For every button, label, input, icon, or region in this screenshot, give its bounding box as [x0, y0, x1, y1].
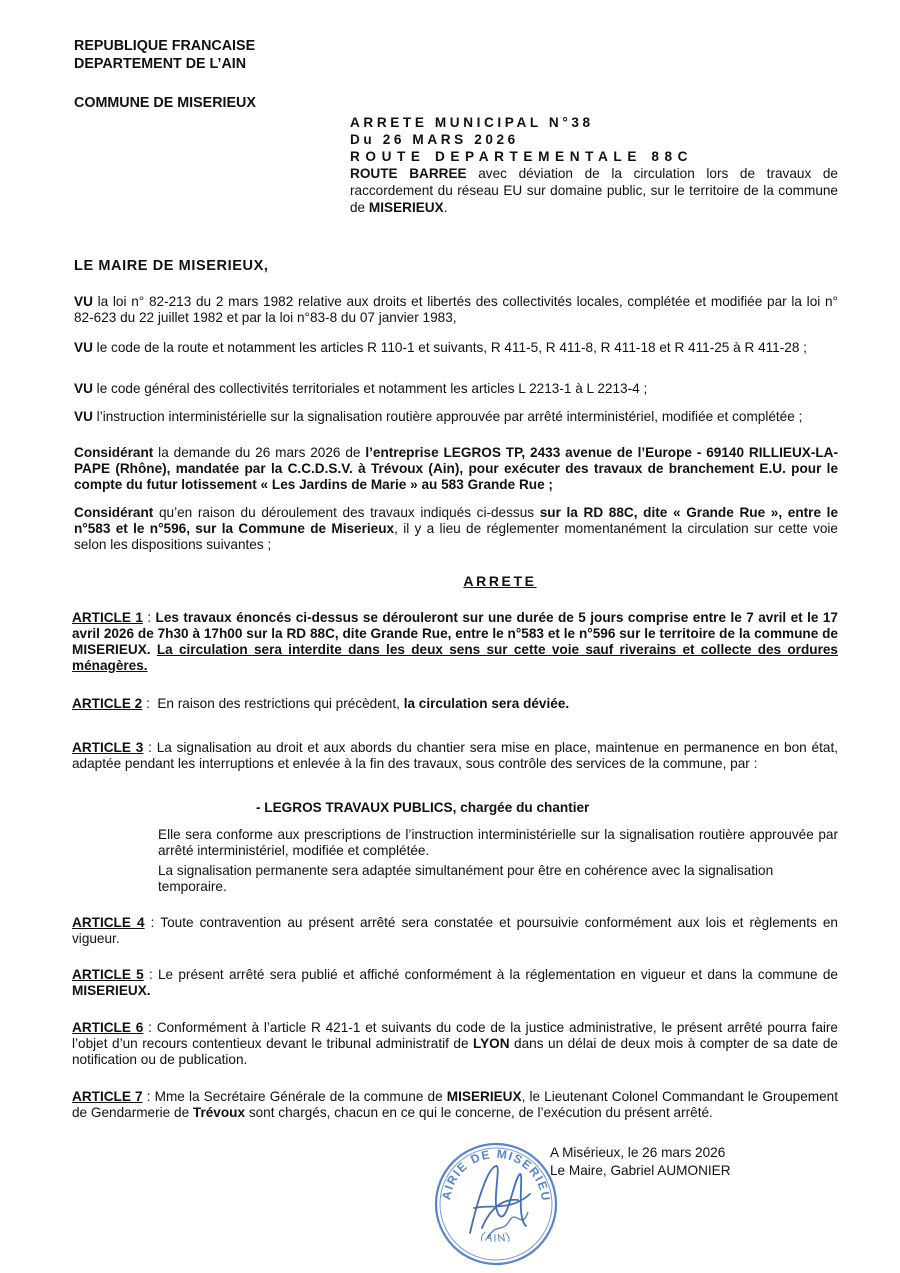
vu-text: l’instruction interministérielle sur la signalisation routière approuvée par arrêté interministériel, modifiée et complétée ; — [92, 409, 803, 424]
article-5-label: ARTICLE 5 — [72, 967, 144, 982]
article-3-company: - LEGROS TRAVAUX PUBLICS, chargée du chantier — [256, 800, 590, 815]
vu-key: VU — [74, 294, 93, 309]
article-7-text: Mme la Secrétaire Générale de la commune de — [154, 1089, 447, 1104]
subject-end: . — [443, 200, 448, 215]
stamp-bottom-text: (AIN) — [478, 1229, 514, 1246]
arrete-subject — [350, 165, 838, 216]
stamp-seal-icon — [430, 1138, 562, 1270]
article-1-label: ARTICLE 1 — [72, 610, 143, 625]
subject-bold: ROUTE BARREE — [350, 166, 467, 181]
considerant-text: la demande du 26 mars 2026 de — [153, 445, 366, 460]
article-6-text-end: dans un délai de deux mois à compter de sa date de notification ou de publication. — [72, 1036, 838, 1067]
article-2-text: En raison des restrictions qui précèdent, — [157, 696, 404, 711]
vu-key: VU — [74, 340, 93, 355]
considerant-text: qu’en raison du déroulement des travaux indiqués ci-dessus — [153, 505, 540, 520]
article-5 — [72, 967, 838, 999]
article-5-commune: MISERIEUX. — [72, 983, 151, 998]
stamp-top-text: AIRIE DE MISERIEU — [439, 1146, 554, 1203]
subject-commune: MISERIEUX — [368, 200, 444, 215]
article-6-label: ARTICLE 6 — [72, 1020, 144, 1035]
considerant-bold: sur la RD 88C, dite « Grande Rue », entre le n°583 et le n°596, sur la Commune de Miserieux — [74, 505, 838, 536]
article-6-text: Conformément à l’article R 421-1 et suivants du code de la justice administrative, le présent arrêté pourra faire l’objet d’un recours contentieux devant le tribunal administratif de — [72, 1020, 838, 1051]
commune-header: COMMUNE DE MISERIEUX — [74, 95, 256, 111]
article-4-label: ARTICLE 4 — [72, 915, 145, 930]
article-separator: : — [143, 740, 157, 755]
article-6 — [72, 1020, 838, 1068]
article-3-para2: Elle sera conforme aux prescriptions de l’instruction interministérielle sur la signalisation routière approuvée par arrêté interministériel, modifiée et complétée. — [158, 827, 838, 858]
considerant-paragraph — [74, 505, 838, 553]
signature-place-date: A Misérieux, le 26 mars 2026 — [550, 1145, 726, 1160]
article-separator: : — [143, 967, 158, 982]
considerant-bold: l’entreprise LEGROS TP, 2433 avenue de l’Europe - 69140 RILLIEUX-LA-PAPE (Rhône), mandatée par la C.C.D.S.V. à Trévoux (Ain), pour exécuter des travaux de branchement E.U. pour le compte du futur lotissement « Les Jardins de Marie » au 583 Grande Rue ; — [74, 445, 838, 492]
article-6-city: LYON — [473, 1036, 510, 1051]
signature-mayor: Le Maire, Gabriel AUMONIER — [550, 1163, 731, 1178]
arrete-number: ARRETE MUNICIPAL N°38 — [350, 115, 594, 130]
maire-heading: LE MAIRE DE MISERIEUX, — [74, 258, 269, 274]
article-3-text: La signalisation au droit et aux abords du chantier sera mise en place, maintenue en permanence en bon état, adaptée pendant les interruptions et enlevée à la fin des travaux, sous contrôle des services de la commune, par : — [72, 740, 838, 771]
subject-text: avec déviation de la circulation lors de travaux de raccordement du réseau EU sur domaine public, sur le territoire de la commune de — [350, 166, 838, 215]
considerant-paragraph — [74, 445, 838, 493]
article-separator: : — [142, 1089, 155, 1104]
article-7-text-end: sont chargés, chacun en ce qui le concerne, de l’exécution du présent arrêté. — [245, 1105, 713, 1120]
vu-key: VU — [74, 381, 93, 396]
article-separator: : — [143, 1020, 157, 1035]
considerant-key: Considérant — [74, 445, 154, 460]
considerant-text-end: , il y a lieu de réglementer momentanément la circulation sur cette voie selon les dispositions suivantes ; — [74, 521, 838, 552]
article-separator: : — [142, 696, 158, 711]
vu-text: la loi n° 82-213 du 2 mars 1982 relative aux droits et libertés des collectivités locales, complétée et modifiée par la loi n° 82-623 du 22 juillet 1982 et par la loi n°83-8 du 07 janvier 1983, — [74, 294, 838, 325]
vu-text: le code de la route et notamment les articles R 110-1 et suivants, R 411-5, R 411-8, R 411-18 et R 411-25 à R 411-28 ; — [92, 340, 807, 355]
article-7-label: ARTICLE 7 — [72, 1089, 143, 1104]
republic-header — [74, 37, 255, 73]
article-separator: : — [144, 915, 161, 930]
article-3 — [72, 740, 838, 772]
article-7-text-mid: , le Lieutenant Colonel Commandant le Groupement de Gendarmerie de — [72, 1089, 838, 1120]
article-separator: : — [142, 610, 156, 625]
article-4-text: Toute contravention au présent arrêté sera constatée et poursuivie conformément aux lois et règlements en vigueur. — [72, 915, 838, 946]
vu-paragraph — [74, 409, 838, 425]
article-1-prohibition: La circulation sera interdite dans les deux sens sur cette voie sauf riverains et collecte des ordures ménagères. — [72, 642, 838, 673]
vu-key: VU — [74, 409, 93, 424]
article-3-label: ARTICLE 3 — [72, 740, 144, 755]
article-7 — [72, 1089, 838, 1121]
article-4 — [72, 915, 838, 947]
vu-paragraph — [74, 294, 838, 326]
arrete-heading: ARRETE — [463, 573, 537, 589]
vu-text: le code général des collectivités territoriales et notamment les articles L 2213-1 à L 2213-4 ; — [92, 381, 648, 396]
header-line-department: DEPARTEMENT DE L’AIN — [74, 56, 247, 72]
vu-paragraph — [74, 381, 838, 397]
article-7-commune: MISERIEUX — [446, 1089, 522, 1104]
signature-block — [550, 1144, 731, 1180]
title-block — [350, 114, 838, 216]
article-2-label: ARTICLE 2 — [72, 696, 143, 711]
svg-text:(AIN) — [479, 1230, 513, 1245]
article-1-text: Les travaux énoncés ci-dessus se dérouleront sur une durée de 5 jours comprise entre le 7 avril et le 17 avril 2026 de 7h30 à 17h00 sur la RD 88C, dite Grande Rue, entre le n°583 et le n°596 sur le territoire de la commune de MISERIEUX. — [72, 610, 838, 657]
arrete-date: Du 26 MARS 2026 — [350, 132, 519, 147]
route-title: ROUTE DEPARTEMENTALE 88C — [350, 149, 694, 164]
article-2-bold: la circulation sera déviée. — [403, 696, 570, 711]
article-3-para3: La signalisation permanente sera adaptée simultanément pour être en cohérence avec la signalisation temporaire. — [158, 863, 774, 894]
article-7-town: Trévoux — [192, 1105, 246, 1120]
article-2 — [72, 696, 838, 712]
article-5-text: Le présent arrêté sera publié et affiché conformément à la réglementation en vigueur et dans la commune de — [158, 967, 838, 982]
header-line-republic: REPUBLIQUE FRANCAISE — [74, 38, 256, 54]
official-stamp — [430, 1138, 562, 1270]
article-1 — [72, 610, 838, 674]
vu-paragraph — [74, 340, 838, 356]
considerant-key: Considérant — [74, 505, 154, 520]
